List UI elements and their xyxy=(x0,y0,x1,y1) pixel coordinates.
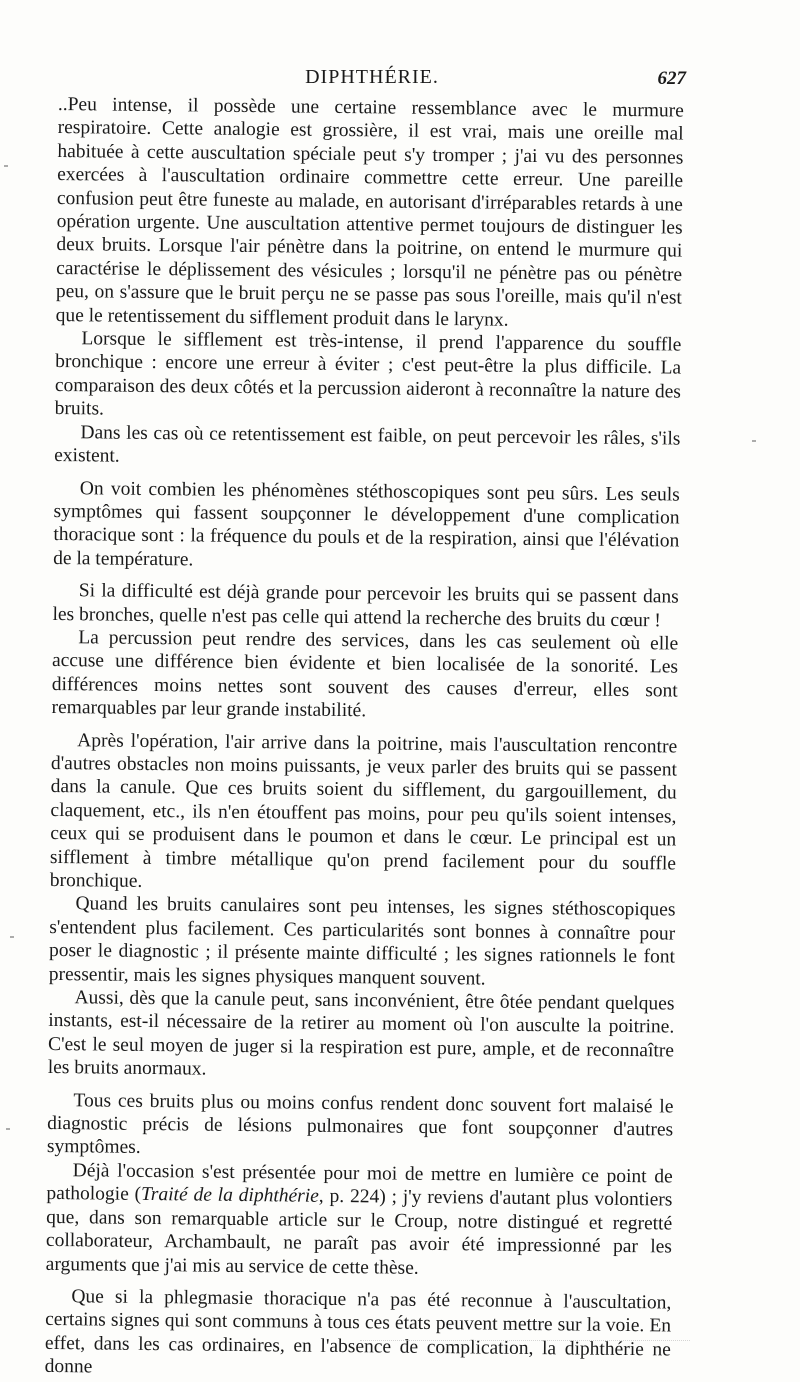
paragraph-confused-sounds: Tous ces bruits plus ou moins confus rendent donc souvent fort malaisé le diagnostic précis de lésions pulmonaires que font soupçonner d'autres symptômes. xyxy=(46,1089,674,1159)
paragraph-auscultation-confusion: ..Peu intense, il possède une certaine ressemblance avec le murmure respiratoire. Cette analogie est grossière, il est vrai, mais une oreille mal habituée à cette auscultation spéciale peut s'y tromper ; j'ai vu des personnes exercées à l'auscultation ordinaire commettre cette erreur. Une pareille confusion peut être funeste au malade, en autorisant d'irréparables retards à une opération urgente. Une auscultation attentive permet toujours de distinguer les deux bruits. Lorsque l'air pénètre dans la poitrine, on entend le murmure qui caractérise le déplissement des vésicules ; lorsqu'il ne pénètre pas ou pénètre peu, on s'assure que le bruit perçu ne se passe pas sous l'oreille, mais qu'il n'est que le retentissement du sifflement produit dans le larynx. xyxy=(55,93,684,331)
page-number: 627 xyxy=(657,68,686,89)
running-head xyxy=(58,62,686,92)
treatise-text-before: Déjà l'occasion s'est présentée pour moi de mettre en lumière ce point de pathologie ( xyxy=(46,1160,673,1206)
paragraph-canular-sounds: Quand les bruits canulaires sont peu intenses, les signes stéthoscopiques s'entendent plus facilement. Ces particularités sont bonnes à connaître pour poser le diagnostic ; il présente mainte difficulté ; les signes rationnels le font pressentir, mais les signes physiques manquent souvent. xyxy=(48,893,676,990)
footer-bleed-through xyxy=(360,1340,690,1351)
margin-speck xyxy=(752,440,756,442)
body-text xyxy=(45,93,684,1385)
paragraph-remove-canula: Aussi, dès que la canule peut, sans inconvénient, être ôtée pendant quelques instants, est-il nécessaire de la retirer au moment où l'on ausculte la poitrine. C'est le seul moyen de juger si la respiration est pure, ample, et de reconnaître les bruits anormaux. xyxy=(47,987,675,1080)
paragraph-stethoscopic-signs: On voit combien les phénomènes stéthoscopiques sont peu sûrs. Les seuls symptômes qui fassent soupçonner le développement d'une complication thoracique sont : la fréquence du pouls et de la respiration, ainsi que l'élévation de la température. xyxy=(53,477,680,571)
treatise-text-after: , p. 224) ; j'y reviens d'autant plus volontiers que, dans son remarquable article sur le Croup, notre distingué et regretté collaborateur, Archambault, ne paraît pas avoir été impressionné par les arguments que j'ai mis au service de cette thèse. xyxy=(45,1186,673,1279)
margin-speck xyxy=(10,936,14,938)
paragraph-after-operation: Après l'opération, l'air arrive dans la poitrine, mais l'auscultation rencontre d'autres obstacles non moins puissants, je veux parler des bruits qui se passent dans la canule. Que ces bruits soient du sifflement, du gargouillement, du claquement, etc., ils n'en étouffent pas moins, pour peu qu'ils soient intenses, ceux qui se produisent dans le poumon et dans le cœur. Le principal est un sifflement à timbre métallique qu'on prend facilement pour du souffle bronchique. xyxy=(49,729,678,892)
paragraph-bronchial-souffle: Lorsque le sifflement est très-intense, il prend l'apparence du souffle bronchique : encore une erreur à éviter ; c'est peut-être la plus difficile. La comparaison des deux côtés et la percussion aideront à reconnaître la nature des bruits. xyxy=(54,328,682,420)
running-title: DIPHTHÉRIE. xyxy=(305,66,439,88)
margin-speck xyxy=(6,1128,10,1130)
paragraph-faint-retentissement: Dans les cas où ce retentissement est faible, on peut percevoir les râles, s'ils existent. xyxy=(54,421,681,467)
paragraph-heart-sounds: Si la difficulté est déjà grande pour percevoir les bruits qui se passent dans les bronches, quelle n'est pas celle qui attend la recherche des bruits du cœur ! xyxy=(52,580,679,631)
paragraph-thoracic-phlegmasia: Que si la phlegmasie thoracique n'a pas été reconnue à l'auscultation, certains signes qui sont communs à tous ces états peuvent mettre sur la voie. En effet, dans les cas ordinaires, en l'absence de complication, la diphthérie ne donne xyxy=(44,1286,672,1378)
treatise-title: Traité de la diphthérie xyxy=(140,1184,319,1208)
paragraph-treatise-reference xyxy=(46,1159,673,1283)
margin-speck xyxy=(4,165,8,167)
paragraph-percussion: La percussion peut rendre des services, dans les cas seulement où elle accuse une différence bien évidente et bien localisée de la sonorité. Les différences moins nettes sont souvent des causes d'erreur, elles sont remarquables par leur grande instabilité. xyxy=(51,627,679,722)
